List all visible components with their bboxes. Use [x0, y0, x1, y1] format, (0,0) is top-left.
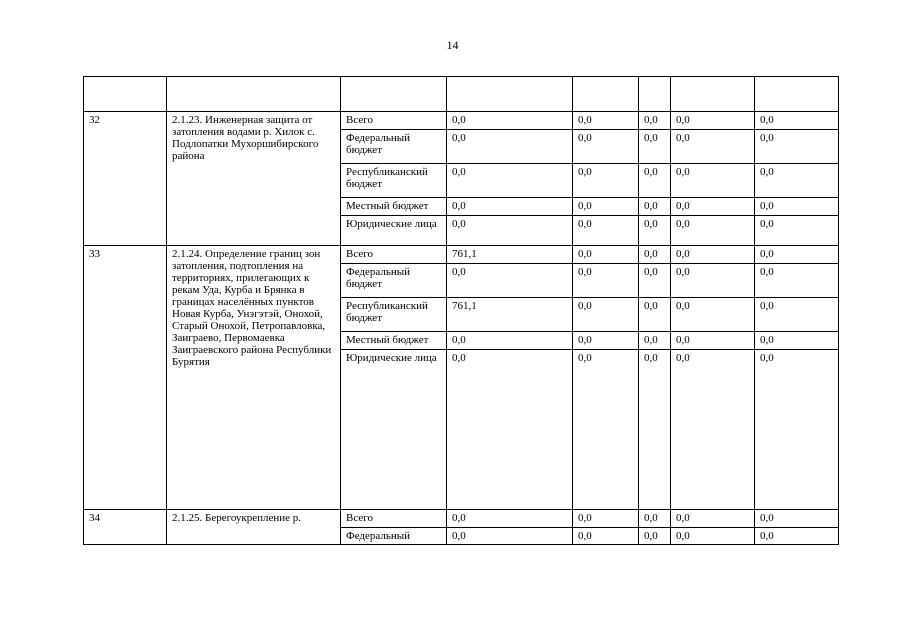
amount-cell: 0,0 — [447, 216, 573, 246]
amount-cell: 0,0 — [755, 112, 839, 130]
amount-cell: 0,0 — [639, 298, 671, 332]
amount-cell: 0,0 — [573, 510, 639, 528]
amount-cell: 0,0 — [671, 164, 755, 198]
amount-cell: 0,0 — [671, 510, 755, 528]
amount-cell: 0,0 — [639, 112, 671, 130]
amount-cell: 0,0 — [755, 164, 839, 198]
amount-cell: 0,0 — [639, 264, 671, 298]
funding-source: Федеральный бюджет — [341, 130, 447, 164]
amount-cell: 0,0 — [447, 130, 573, 164]
amount-cell: 0,0 — [639, 350, 671, 510]
amount-cell: 0,0 — [573, 332, 639, 350]
amount-cell: 0,0 — [447, 164, 573, 198]
header-cell — [755, 77, 839, 112]
amount-cell: 0,0 — [639, 130, 671, 164]
page-number: 14 — [446, 38, 459, 52]
amount-cell: 0,0 — [755, 350, 839, 510]
amount-cell: 0,0 — [671, 264, 755, 298]
amount-cell: 0,0 — [755, 264, 839, 298]
amount-cell: 0,0 — [573, 216, 639, 246]
amount-cell: 0,0 — [573, 246, 639, 264]
amount-cell: 761,1 — [447, 246, 573, 264]
header-cell — [447, 77, 573, 112]
amount-cell: 0,0 — [447, 198, 573, 216]
amount-cell: 0,0 — [447, 264, 573, 298]
budget-table — [83, 76, 839, 545]
amount-cell: 0,0 — [671, 216, 755, 246]
amount-cell: 0,0 — [755, 528, 839, 545]
amount-cell: 0,0 — [573, 164, 639, 198]
amount-cell: 0,0 — [671, 528, 755, 545]
table-header-row — [84, 77, 839, 112]
table-row — [84, 246, 839, 264]
amount-cell: 0,0 — [671, 246, 755, 264]
amount-cell: 0,0 — [639, 332, 671, 350]
amount-cell: 0,0 — [755, 332, 839, 350]
amount-cell: 0,0 — [639, 510, 671, 528]
row-number: 32 — [84, 112, 167, 246]
amount-cell: 0,0 — [639, 164, 671, 198]
amount-cell: 0,0 — [671, 350, 755, 510]
funding-source: Юридические лица — [341, 350, 447, 510]
table-row — [84, 112, 839, 130]
amount-cell: 0,0 — [639, 246, 671, 264]
amount-cell: 0,0 — [573, 350, 639, 510]
amount-cell: 0,0 — [447, 528, 573, 545]
amount-cell: 0,0 — [755, 246, 839, 264]
amount-cell: 0,0 — [755, 510, 839, 528]
amount-cell: 0,0 — [447, 332, 573, 350]
amount-cell: 0,0 — [671, 112, 755, 130]
row-number: 33 — [84, 246, 167, 510]
amount-cell: 0,0 — [639, 198, 671, 216]
amount-cell: 0,0 — [755, 130, 839, 164]
amount-cell: 0,0 — [573, 112, 639, 130]
table-row — [84, 510, 839, 528]
amount-cell: 0,0 — [573, 198, 639, 216]
header-cell — [671, 77, 755, 112]
amount-cell: 0,0 — [671, 198, 755, 216]
amount-cell: 0,0 — [671, 130, 755, 164]
amount-cell: 0,0 — [573, 264, 639, 298]
funding-source: Всего — [341, 510, 447, 528]
amount-cell: 0,0 — [573, 298, 639, 332]
funding-source: Всего — [341, 246, 447, 264]
funding-source: Федеральный — [341, 528, 447, 545]
header-cell — [639, 77, 671, 112]
header-cell — [573, 77, 639, 112]
funding-source: Республиканский бюджет — [341, 298, 447, 332]
amount-cell: 0,0 — [755, 298, 839, 332]
activity-name: 2.1.23. Инженерная защита от затопления водами р. Хилок с. Подлопатки Мухоршибирского района — [167, 112, 341, 246]
amount-cell: 0,0 — [573, 130, 639, 164]
amount-cell: 0,0 — [447, 510, 573, 528]
amount-cell: 0,0 — [573, 528, 639, 545]
funding-source: Всего — [341, 112, 447, 130]
amount-cell: 0,0 — [671, 332, 755, 350]
amount-cell: 0,0 — [447, 350, 573, 510]
header-cell — [84, 77, 167, 112]
amount-cell: 761,1 — [447, 298, 573, 332]
amount-cell: 0,0 — [447, 112, 573, 130]
activity-name: 2.1.25. Берегоукрепление р. — [167, 510, 341, 545]
header-cell — [341, 77, 447, 112]
row-number: 34 — [84, 510, 167, 545]
amount-cell: 0,0 — [639, 216, 671, 246]
header-cell — [167, 77, 341, 112]
funding-source: Республиканский бюджет — [341, 164, 447, 198]
activity-name: 2.1.24. Определение границ зон затопления, подтопления на территориях, прилегающих к рекам Уда, Курба и Брянка в границах населённых пунктов Новая Курба, Унэгэтэй, Онохой, Старый Онохой, Петропавловка, Заиграево, Первомаевка Заиграевского района Республики Бурятия — [167, 246, 341, 510]
amount-cell: 0,0 — [755, 216, 839, 246]
amount-cell: 0,0 — [639, 528, 671, 545]
amount-cell: 0,0 — [671, 298, 755, 332]
funding-source: Юридические лица — [341, 216, 447, 246]
funding-source: Федеральный бюджет — [341, 264, 447, 298]
funding-source: Местный бюджет — [341, 332, 447, 350]
amount-cell: 0,0 — [755, 198, 839, 216]
funding-source: Местный бюджет — [341, 198, 447, 216]
